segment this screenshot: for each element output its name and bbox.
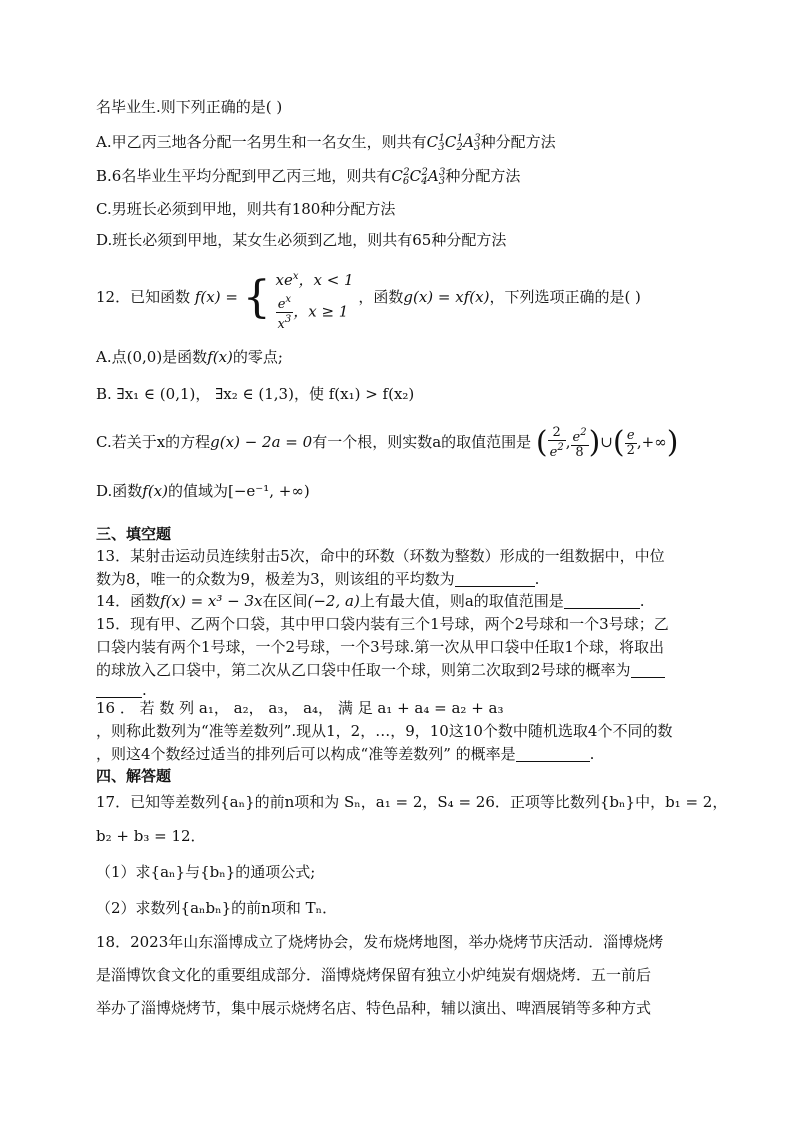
piecewise-cases: $xe^x$，x < 1 $\frac{e^x}{x^3}$ ，x ≥ 1 (275, 271, 354, 332)
q15-line-1: 15．现有甲、乙两个口袋，其中甲口袋内装有三个1号球，两个2号球和一个3号球；乙 (96, 615, 669, 633)
q15-answer-blank-a[interactable] (631, 661, 665, 678)
q18-line-2: 是淄博饮食文化的重要组成部分．淄博烧烤保留有独立小炉纯炭有烟烧烤．五一前后 (96, 966, 652, 984)
q12-option-d: D.函数f(x)的值域为[−e⁻¹, +∞) (96, 482, 310, 500)
q15-line-3: 的球放入乙口袋中，第二次从乙口袋中任取一个球，则第二次取到2号球的概率为 (96, 659, 665, 681)
q17-line-1: 17．已知等差数列{aₙ}的前n项和为 Sₙ，a₁ = 2，S₄ = 26．正项等比数列{bₙ}中，b₁ = 2， (96, 793, 728, 811)
q11-option-b: B.6名毕业生平均分配到甲乙丙三地，则共有$C_6^2C_4^2A_3^3$种分配方法 (96, 167, 521, 187)
q11-stem-tail: 名毕业生.则下列正确的是( ) (96, 98, 283, 116)
q13-answer-blank[interactable] (455, 570, 535, 587)
q12-option-b: B. ∃x₁ ∈ (0,1)， ∃x₂ ∈ (1,3)，使 f(x₁) > f(x₂) (96, 385, 415, 403)
q16-answer-blank[interactable] (516, 745, 590, 762)
q16-line-3: ，则这4个数经过适当的排列后可以构成“准等差数列” 的概率是 . (96, 745, 595, 763)
q18-line-1: 18．2023年山东淄博成立了烧烤协会，发布烧烤地图，举办烧烤节庆活动．淄博烧烤 (96, 933, 664, 951)
q15-line-4: . (96, 679, 147, 701)
q12-stem: 12．已知函数 f(x) = { $xe^x$，x < 1 $\frac{e^x}{x^3}$ ，x ≥ 1 ，函数g(x) = xf(x)，下列选项正确的是( ) (96, 264, 641, 328)
q13-line-2: 数为8，唯一的众数为9，极差为3，则该组的平均数为 . (96, 570, 540, 588)
q14-answer-blank[interactable] (564, 592, 640, 609)
piecewise-brace: { (242, 272, 271, 323)
q11-option-a: A.甲乙丙三地各分配一名男生和一名女生，则共有$C_3^1C_2^1A_3^3$种分配方法 (96, 133, 556, 153)
q16-line-2: ，则称此数列为“准等差数列”.现从1，2，…，9，10这10个数中随机选取4个不同的数 (96, 722, 673, 740)
q11-option-b-formula: $C_6^2C_4^2A_3^3$ (391, 167, 446, 187)
q13-line-1: 13．某射击运动员连续射击5次，命中的环数（环数为整数）形成的一组数据中，中位 (96, 547, 665, 565)
q11-option-c: C.男班长必须到甲地，则共有180种分配方法 (96, 200, 396, 218)
q15-line-2: 口袋内装有两个1号球，一个2号球，一个3号球.第一次从甲口袋中任取1个球，将取出 (96, 638, 664, 656)
q17-sub-1: （1）求{aₙ}与{bₙ}的通项公式; (96, 863, 316, 881)
q14-stem: 14．函数f(x) = x³ − 3x在区间(−2, a)上有最大值，则a的取值范围是 . (96, 592, 645, 610)
q15-answer-blank-b[interactable] (96, 681, 142, 698)
q11-option-a-formula: $C_3^1C_2^1A_3^3$ (426, 133, 481, 153)
q12-option-c: C.若关于x的方程g(x) − 2a = 0有一个根，则实数a的取值范围是 ( $\frac{2}{e^2}$ , $\frac{e^2}{8}$ )∪( $\frac{e}{2}$ ,+∞) (96, 425, 679, 460)
q12-option-a: A.点(0,0)是函数f(x)的零点; (96, 348, 283, 366)
section-4-title: 四、解答题 (96, 767, 172, 785)
q17-line-2: b₂ + b₃ = 12． (96, 827, 206, 845)
section-3-title: 三、填空题 (96, 525, 172, 543)
q17-sub-2: （2）求数列{aₙbₙ}的前n项和 Tₙ． (96, 899, 338, 917)
q18-line-3: 举办了淄博烧烤节，集中展示烧烤名店、特色品种，辅以演出、啤酒展销等多种方式 (96, 999, 652, 1017)
q11-option-d: D.班长必须到甲地，某女生必须到乙地，则共有65种分配方法 (96, 231, 507, 249)
q16-line-1: 16 ． 若 数 列 a₁， a₂， a₃， a₄， 满 足 a₁ + a₄ = a₂ + a₃ (96, 699, 504, 717)
